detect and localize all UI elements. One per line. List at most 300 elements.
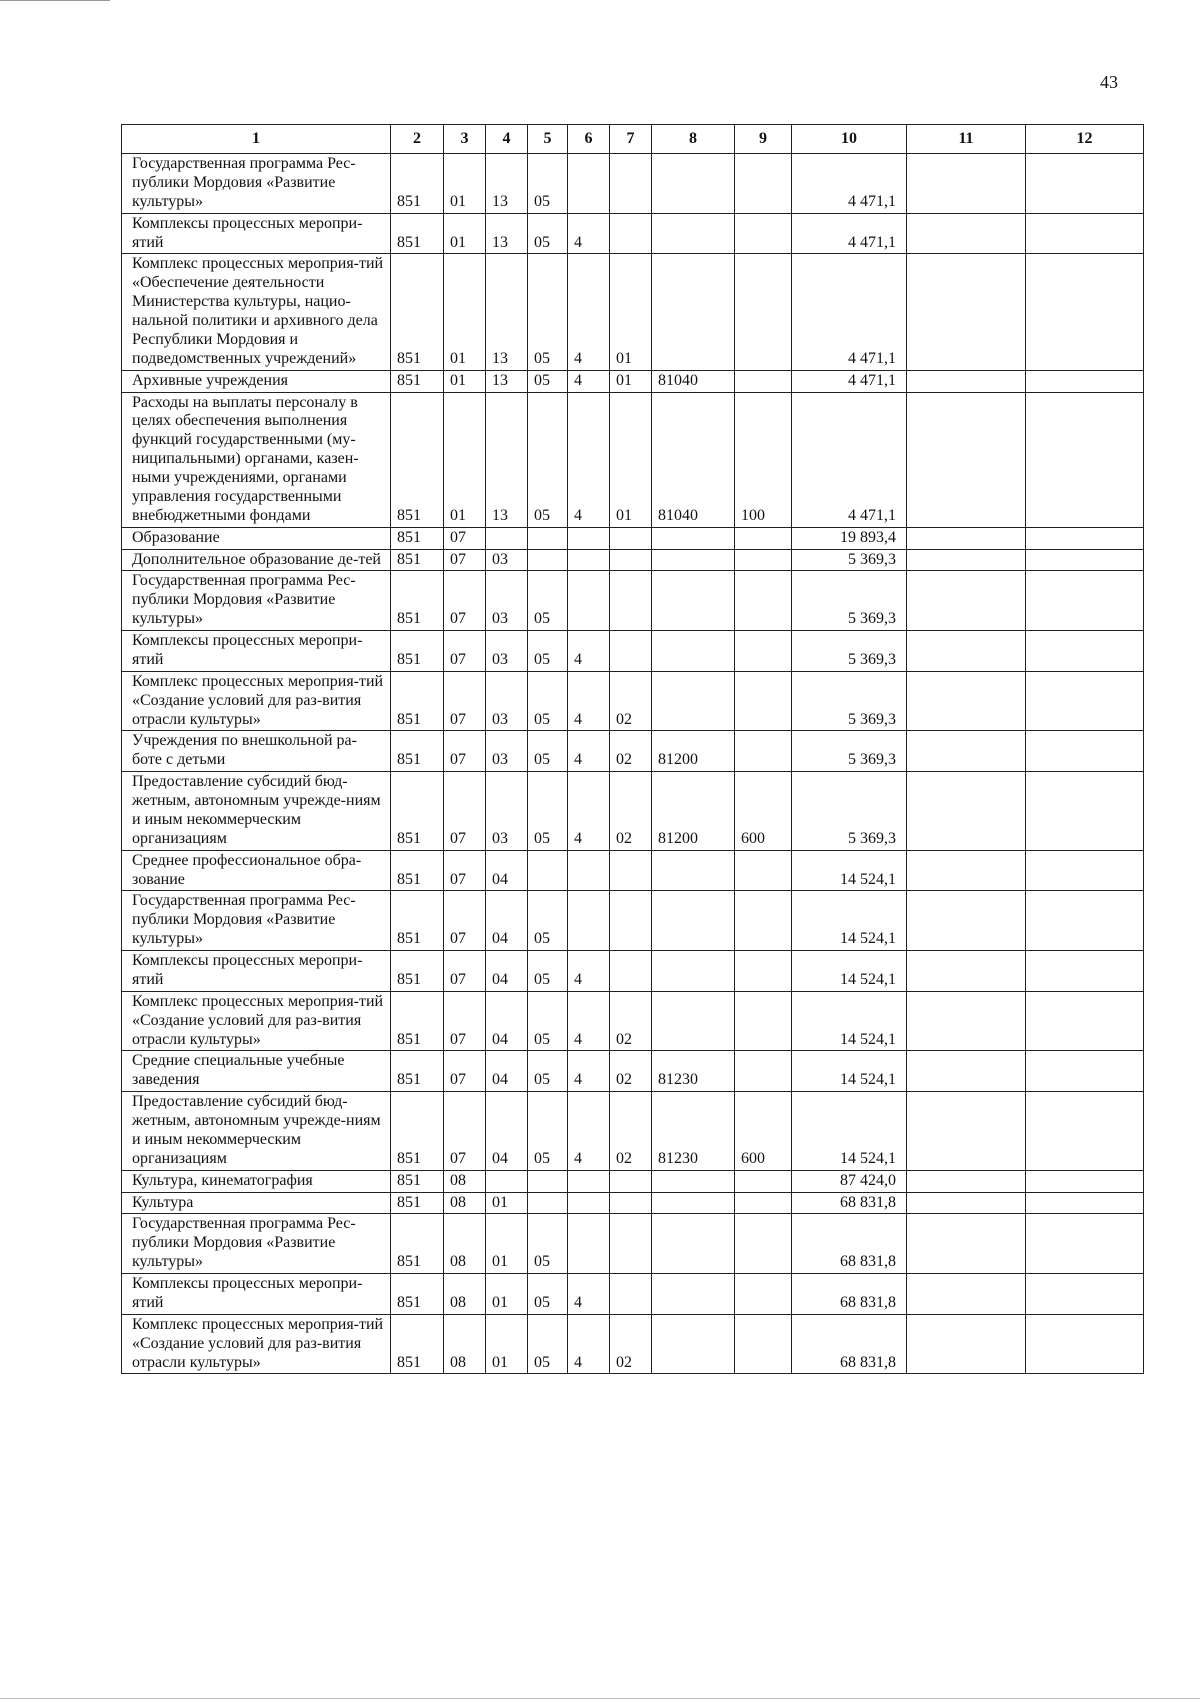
cell-col-11 — [907, 1274, 1026, 1315]
cell-chapter-code: 851 — [391, 527, 444, 549]
cell-event-code — [610, 891, 652, 951]
cell-subprogram-code: 4 — [568, 772, 610, 851]
table-row — [122, 631, 1144, 672]
cell-event-code: 02 — [610, 1092, 652, 1171]
table-row — [122, 1092, 1144, 1171]
cell-event-code — [610, 571, 652, 631]
cell-chapter-code: 851 — [391, 1214, 444, 1274]
table-row — [122, 772, 1144, 851]
cell-amount: 5 369,3 — [792, 772, 907, 851]
cell-direction-code — [652, 1170, 735, 1192]
table-row — [122, 731, 1144, 772]
cell-col-11 — [907, 891, 1026, 951]
cell-direction-code — [652, 549, 735, 571]
cell-expense-type-code — [735, 1214, 792, 1274]
cell-expense-type-code — [735, 527, 792, 549]
row-name: Среднее профессиональное обра-зование — [122, 850, 391, 891]
cell-expense-type-code — [735, 951, 792, 992]
cell-event-code: 01 — [610, 370, 652, 392]
row-name: Комплексы процессных меропри-ятий — [122, 213, 391, 254]
cell-section-code: 07 — [444, 549, 486, 571]
cell-expense-type-code — [735, 1314, 792, 1374]
cell-subsection-code: 01 — [486, 1192, 528, 1214]
cell-amount: 19 893,4 — [792, 527, 907, 549]
cell-direction-code — [652, 631, 735, 672]
cell-expense-type-code — [735, 1274, 792, 1315]
table-row — [122, 571, 1144, 631]
cell-subsection-code: 03 — [486, 631, 528, 672]
table-row — [122, 392, 1144, 527]
cell-expense-type-code — [735, 991, 792, 1051]
row-name: Комплексы процессных меропри-ятий — [122, 631, 391, 672]
cell-section-code: 07 — [444, 991, 486, 1051]
cell-subsection-code: 13 — [486, 254, 528, 370]
cell-program-code: 05 — [528, 631, 568, 672]
row-name: Архивные учреждения — [122, 370, 391, 392]
cell-direction-code — [652, 527, 735, 549]
cell-event-code — [610, 631, 652, 672]
cell-direction-code — [652, 154, 735, 214]
cell-amount: 14 524,1 — [792, 1092, 907, 1171]
cell-program-code: 05 — [528, 370, 568, 392]
cell-amount: 5 369,3 — [792, 571, 907, 631]
cell-subsection-code — [486, 527, 528, 549]
cell-col-11 — [907, 213, 1026, 254]
cell-subprogram-code — [568, 571, 610, 631]
cell-direction-code: 81200 — [652, 772, 735, 851]
cell-program-code: 05 — [528, 1214, 568, 1274]
table-row — [122, 1051, 1144, 1092]
cell-event-code — [610, 1214, 652, 1274]
cell-amount: 4 471,1 — [792, 254, 907, 370]
cell-direction-code — [652, 213, 735, 254]
cell-expense-type-code — [735, 549, 792, 571]
table-row — [122, 1274, 1144, 1315]
cell-col-12 — [1026, 951, 1144, 992]
cell-program-code: 05 — [528, 571, 568, 631]
cell-col-12 — [1026, 1314, 1144, 1374]
cell-direction-code — [652, 571, 735, 631]
cell-section-code: 01 — [444, 392, 486, 527]
table-row — [122, 1170, 1144, 1192]
cell-col-11 — [907, 370, 1026, 392]
cell-direction-code — [652, 1192, 735, 1214]
page-number: 43 — [1100, 72, 1118, 92]
cell-event-code — [610, 951, 652, 992]
cell-direction-code — [652, 850, 735, 891]
cell-section-code: 07 — [444, 631, 486, 672]
cell-col-11 — [907, 631, 1026, 672]
table-row — [122, 951, 1144, 992]
cell-subsection-code: 01 — [486, 1274, 528, 1315]
cell-direction-code: 81230 — [652, 1092, 735, 1171]
cell-col-12 — [1026, 213, 1144, 254]
cell-col-12 — [1026, 549, 1144, 571]
cell-section-code: 07 — [444, 527, 486, 549]
cell-section-code: 07 — [444, 671, 486, 731]
cell-section-code: 07 — [444, 850, 486, 891]
cell-program-code: 05 — [528, 154, 568, 214]
cell-section-code: 07 — [444, 1051, 486, 1092]
cell-subsection-code: 04 — [486, 850, 528, 891]
cell-subsection-code: 04 — [486, 891, 528, 951]
cell-subprogram-code: 4 — [568, 1051, 610, 1092]
cell-col-12 — [1026, 1192, 1144, 1214]
cell-chapter-code: 851 — [391, 731, 444, 772]
cell-col-11 — [907, 772, 1026, 851]
header-col-4: 4 — [486, 125, 528, 154]
cell-col-12 — [1026, 772, 1144, 851]
cell-expense-type-code: 600 — [735, 772, 792, 851]
cell-chapter-code: 851 — [391, 951, 444, 992]
cell-chapter-code: 851 — [391, 213, 444, 254]
cell-program-code: 05 — [528, 392, 568, 527]
cell-event-code: 02 — [610, 1051, 652, 1092]
cell-chapter-code: 851 — [391, 549, 444, 571]
cell-chapter-code: 851 — [391, 392, 444, 527]
bottom-edge-rule — [0, 1698, 1200, 1699]
cell-direction-code — [652, 991, 735, 1051]
cell-col-11 — [907, 549, 1026, 571]
cell-col-11 — [907, 1051, 1026, 1092]
cell-col-11 — [907, 1092, 1026, 1171]
cell-col-11 — [907, 1314, 1026, 1374]
cell-event-code — [610, 1274, 652, 1315]
row-name: Комплексы процессных меропри-ятий — [122, 951, 391, 992]
cell-program-code — [528, 549, 568, 571]
cell-direction-code: 81230 — [652, 1051, 735, 1092]
cell-col-11 — [907, 154, 1026, 214]
header-col-8: 8 — [652, 125, 735, 154]
cell-col-12 — [1026, 1092, 1144, 1171]
cell-amount: 68 831,8 — [792, 1214, 907, 1274]
cell-event-code: 01 — [610, 254, 652, 370]
cell-amount: 5 369,3 — [792, 631, 907, 672]
cell-col-12 — [1026, 154, 1144, 214]
cell-col-11 — [907, 1192, 1026, 1214]
cell-event-code: 02 — [610, 731, 652, 772]
row-name: Культура — [122, 1192, 391, 1214]
cell-chapter-code: 851 — [391, 891, 444, 951]
cell-section-code: 07 — [444, 1092, 486, 1171]
cell-amount: 5 369,3 — [792, 549, 907, 571]
cell-program-code: 05 — [528, 254, 568, 370]
cell-program-code: 05 — [528, 213, 568, 254]
cell-col-12 — [1026, 1214, 1144, 1274]
cell-expense-type-code — [735, 631, 792, 672]
cell-section-code: 08 — [444, 1214, 486, 1274]
cell-col-12 — [1026, 571, 1144, 631]
cell-event-code: 02 — [610, 1314, 652, 1374]
cell-expense-type-code — [735, 571, 792, 631]
cell-col-12 — [1026, 370, 1144, 392]
cell-chapter-code: 851 — [391, 254, 444, 370]
cell-subsection-code: 03 — [486, 549, 528, 571]
table-row — [122, 370, 1144, 392]
cell-col-11 — [907, 1214, 1026, 1274]
cell-subprogram-code — [568, 891, 610, 951]
cell-amount: 14 524,1 — [792, 1051, 907, 1092]
row-name: Образование — [122, 527, 391, 549]
cell-chapter-code: 851 — [391, 631, 444, 672]
cell-section-code: 07 — [444, 772, 486, 851]
cell-col-12 — [1026, 731, 1144, 772]
cell-section-code: 01 — [444, 213, 486, 254]
header-col-6: 6 — [568, 125, 610, 154]
cell-program-code — [528, 1192, 568, 1214]
row-name: Государственная программа Рес-публики Мордовия «Развитие культуры» — [122, 571, 391, 631]
cell-section-code: 08 — [444, 1274, 486, 1315]
cell-direction-code — [652, 1274, 735, 1315]
table-row — [122, 891, 1144, 951]
cell-col-12 — [1026, 1274, 1144, 1315]
cell-subprogram-code: 4 — [568, 213, 610, 254]
table-row — [122, 991, 1144, 1051]
cell-subsection-code: 03 — [486, 571, 528, 631]
cell-program-code: 05 — [528, 1051, 568, 1092]
row-name: Комплекс процессных мероприя-тий «Создание условий для раз-вития отрасли культуры» — [122, 671, 391, 731]
row-name: Комплекс процессных мероприя-тий «Создание условий для раз-вития отрасли культуры» — [122, 991, 391, 1051]
cell-section-code: 08 — [444, 1170, 486, 1192]
cell-subsection-code: 04 — [486, 951, 528, 992]
header-col-12: 12 — [1026, 125, 1144, 154]
cell-subsection-code: 01 — [486, 1314, 528, 1374]
cell-direction-code — [652, 671, 735, 731]
cell-program-code: 05 — [528, 1314, 568, 1374]
cell-section-code: 07 — [444, 951, 486, 992]
cell-section-code: 07 — [444, 891, 486, 951]
cell-event-code: 02 — [610, 991, 652, 1051]
table-row — [122, 1214, 1144, 1274]
cell-subprogram-code — [568, 549, 610, 571]
cell-program-code: 05 — [528, 671, 568, 731]
cell-col-11 — [907, 850, 1026, 891]
cell-col-12 — [1026, 254, 1144, 370]
cell-expense-type-code — [735, 370, 792, 392]
cell-chapter-code: 851 — [391, 571, 444, 631]
cell-direction-code — [652, 951, 735, 992]
cell-subprogram-code: 4 — [568, 951, 610, 992]
cell-direction-code: 81040 — [652, 370, 735, 392]
cell-chapter-code: 851 — [391, 1274, 444, 1315]
cell-program-code: 05 — [528, 1092, 568, 1171]
table-row — [122, 254, 1144, 370]
cell-event-code — [610, 1170, 652, 1192]
cell-col-12 — [1026, 891, 1144, 951]
cell-direction-code — [652, 1314, 735, 1374]
cell-event-code — [610, 213, 652, 254]
cell-expense-type-code — [735, 850, 792, 891]
cell-expense-type-code — [735, 1170, 792, 1192]
table-body — [122, 154, 1144, 1374]
cell-subsection-code: 13 — [486, 392, 528, 527]
cell-section-code: 07 — [444, 731, 486, 772]
cell-expense-type-code — [735, 154, 792, 214]
header-col-5: 5 — [528, 125, 568, 154]
row-name: Предоставление субсидий бюд-жетным, автономным учрежде-ниям и иным некоммерческим организациям — [122, 1092, 391, 1171]
table-header-row — [122, 125, 1144, 154]
cell-expense-type-code: 100 — [735, 392, 792, 527]
cell-subprogram-code: 4 — [568, 254, 610, 370]
cell-program-code: 05 — [528, 772, 568, 851]
cell-event-code — [610, 1192, 652, 1214]
cell-chapter-code: 851 — [391, 370, 444, 392]
cell-col-11 — [907, 392, 1026, 527]
cell-col-12 — [1026, 1170, 1144, 1192]
cell-direction-code: 81040 — [652, 392, 735, 527]
cell-amount: 87 424,0 — [792, 1170, 907, 1192]
cell-col-12 — [1026, 392, 1144, 527]
cell-subsection-code: 03 — [486, 671, 528, 731]
cell-subsection-code: 13 — [486, 154, 528, 214]
cell-subprogram-code — [568, 1214, 610, 1274]
cell-col-11 — [907, 1170, 1026, 1192]
cell-event-code: 01 — [610, 392, 652, 527]
row-name: Государственная программа Рес-публики Мордовия «Развитие культуры» — [122, 1214, 391, 1274]
header-col-7: 7 — [610, 125, 652, 154]
table-row — [122, 850, 1144, 891]
cell-event-code — [610, 154, 652, 214]
cell-subprogram-code: 4 — [568, 731, 610, 772]
cell-amount: 5 369,3 — [792, 671, 907, 731]
cell-col-12 — [1026, 1051, 1144, 1092]
cell-col-12 — [1026, 850, 1144, 891]
cell-direction-code — [652, 891, 735, 951]
cell-col-11 — [907, 991, 1026, 1051]
cell-subprogram-code: 4 — [568, 370, 610, 392]
cell-program-code: 05 — [528, 731, 568, 772]
cell-expense-type-code — [735, 254, 792, 370]
cell-section-code: 01 — [444, 154, 486, 214]
cell-subprogram-code: 4 — [568, 392, 610, 527]
cell-chapter-code: 851 — [391, 1092, 444, 1171]
cell-program-code: 05 — [528, 991, 568, 1051]
row-name: Комплекс процессных мероприя-тий «Обеспечение деятельности Министерства культуры, нацио-нальной политики и архивного дела Республики Мордовия и подведомственных учреждений» — [122, 254, 391, 370]
cell-expense-type-code — [735, 1192, 792, 1214]
cell-col-12 — [1026, 631, 1144, 672]
header-col-3: 3 — [444, 125, 486, 154]
cell-chapter-code: 851 — [391, 772, 444, 851]
cell-event-code — [610, 549, 652, 571]
cell-chapter-code: 851 — [391, 1170, 444, 1192]
cell-chapter-code: 851 — [391, 154, 444, 214]
table-row — [122, 671, 1144, 731]
cell-amount: 14 524,1 — [792, 991, 907, 1051]
cell-subsection-code: 03 — [486, 772, 528, 851]
cell-col-11 — [907, 731, 1026, 772]
cell-subsection-code: 04 — [486, 991, 528, 1051]
cell-subsection-code — [486, 1170, 528, 1192]
cell-amount: 4 471,1 — [792, 370, 907, 392]
row-name: Государственная программа Рес-публики Мордовия «Развитие культуры» — [122, 154, 391, 214]
cell-chapter-code: 851 — [391, 671, 444, 731]
cell-subprogram-code — [568, 850, 610, 891]
cell-amount: 68 831,8 — [792, 1274, 907, 1315]
cell-amount: 4 471,1 — [792, 392, 907, 527]
cell-subsection-code: 04 — [486, 1092, 528, 1171]
cell-program-code — [528, 850, 568, 891]
cell-col-11 — [907, 527, 1026, 549]
cell-direction-code — [652, 1214, 735, 1274]
cell-col-12 — [1026, 671, 1144, 731]
table-row — [122, 1314, 1144, 1374]
cell-chapter-code: 851 — [391, 1051, 444, 1092]
cell-subprogram-code: 4 — [568, 671, 610, 731]
cell-col-12 — [1026, 991, 1144, 1051]
cell-program-code: 05 — [528, 951, 568, 992]
cell-amount: 68 831,8 — [792, 1314, 907, 1374]
row-name: Средние специальные учебные заведения — [122, 1051, 391, 1092]
top-edge-rule — [0, 0, 110, 1]
cell-direction-code: 81200 — [652, 731, 735, 772]
cell-amount: 14 524,1 — [792, 891, 907, 951]
table-row — [122, 154, 1144, 214]
cell-subprogram-code: 4 — [568, 631, 610, 672]
cell-subprogram-code — [568, 1192, 610, 1214]
cell-amount: 68 831,8 — [792, 1192, 907, 1214]
cell-subprogram-code: 4 — [568, 1274, 610, 1315]
cell-col-11 — [907, 571, 1026, 631]
cell-direction-code — [652, 254, 735, 370]
cell-program-code: 05 — [528, 1274, 568, 1315]
cell-section-code: 08 — [444, 1192, 486, 1214]
cell-col-11 — [907, 254, 1026, 370]
cell-expense-type-code — [735, 731, 792, 772]
cell-section-code: 01 — [444, 254, 486, 370]
cell-section-code: 01 — [444, 370, 486, 392]
cell-subsection-code: 04 — [486, 1051, 528, 1092]
cell-chapter-code: 851 — [391, 1192, 444, 1214]
cell-event-code: 02 — [610, 671, 652, 731]
cell-expense-type-code: 600 — [735, 1092, 792, 1171]
cell-amount: 14 524,1 — [792, 850, 907, 891]
row-name: Учреждения по внешкольной ра-боте с детьми — [122, 731, 391, 772]
cell-subprogram-code: 4 — [568, 1314, 610, 1374]
cell-amount: 14 524,1 — [792, 951, 907, 992]
cell-subsection-code: 13 — [486, 213, 528, 254]
cell-subprogram-code: 4 — [568, 1092, 610, 1171]
row-name: Государственная программа Рес-публики Мордовия «Развитие культуры» — [122, 891, 391, 951]
cell-chapter-code: 851 — [391, 850, 444, 891]
cell-event-code — [610, 527, 652, 549]
cell-expense-type-code — [735, 1051, 792, 1092]
cell-col-11 — [907, 671, 1026, 731]
cell-program-code — [528, 1170, 568, 1192]
cell-subprogram-code — [568, 1170, 610, 1192]
row-name: Комплекс процессных мероприя-тий «Создание условий для раз-вития отрасли культуры» — [122, 1314, 391, 1374]
cell-expense-type-code — [735, 213, 792, 254]
cell-section-code: 07 — [444, 571, 486, 631]
cell-event-code — [610, 850, 652, 891]
row-name: Предоставление субсидий бюд-жетным, автономным учрежде-ниям и иным некоммерческим организациям — [122, 772, 391, 851]
cell-program-code — [528, 527, 568, 549]
row-name: Расходы на выплаты персоналу в целях обеспечения выполнения функций государственными (му-ниципальными) органами, казен-ными учреждениями, органами управления государственными внебюджетными фондами — [122, 392, 391, 527]
table-row — [122, 549, 1144, 571]
header-col-2: 2 — [391, 125, 444, 154]
cell-subsection-code: 03 — [486, 731, 528, 772]
row-name: Культура, кинематография — [122, 1170, 391, 1192]
cell-amount: 4 471,1 — [792, 154, 907, 214]
cell-program-code: 05 — [528, 891, 568, 951]
cell-col-12 — [1026, 527, 1144, 549]
header-col-1: 1 — [122, 125, 391, 154]
cell-amount: 4 471,1 — [792, 213, 907, 254]
cell-expense-type-code — [735, 671, 792, 731]
header-col-11: 11 — [907, 125, 1026, 154]
cell-subprogram-code — [568, 527, 610, 549]
budget-table — [121, 124, 1144, 1374]
cell-chapter-code: 851 — [391, 1314, 444, 1374]
